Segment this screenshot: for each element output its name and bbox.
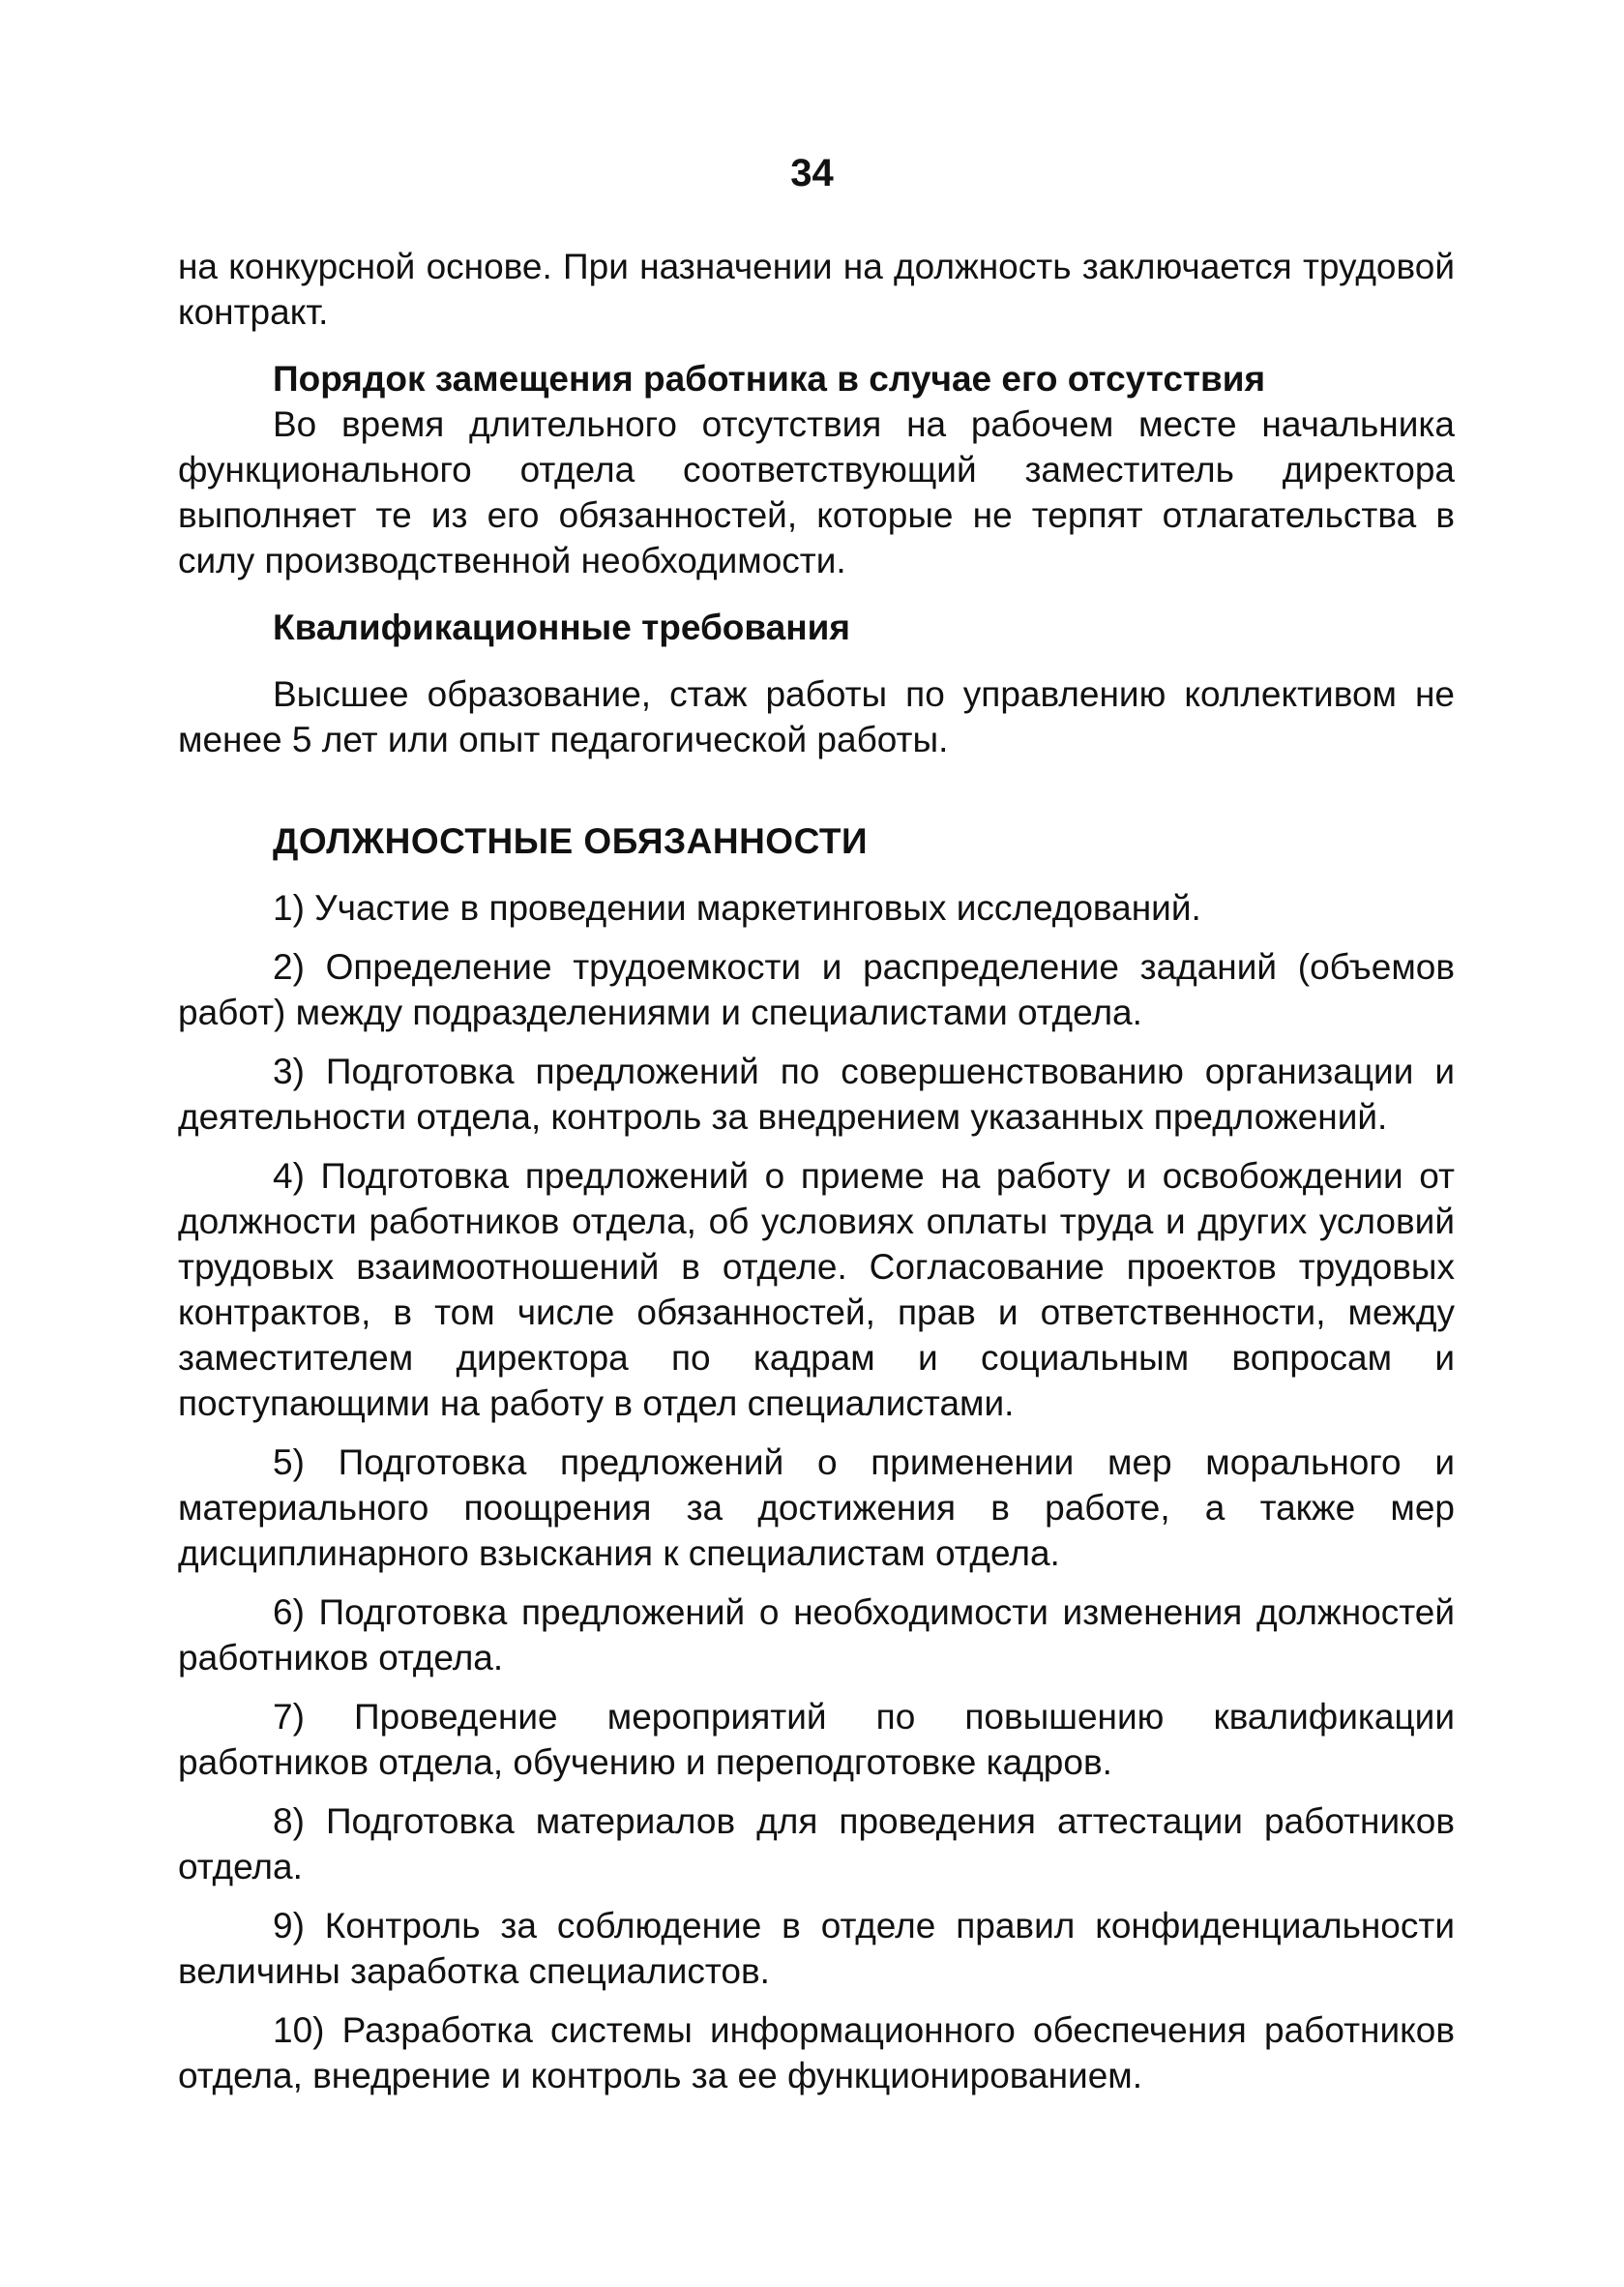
duty-item: 10) Разработка системы информационного обеспечения работников отдела, внедрение и контроль за ее функционированием.	[178, 2010, 1455, 2095]
intro-continuation: на конкурсной основе. При назначении на должность заключается трудовой контракт.	[178, 247, 1455, 332]
duty-item: 1) Участие в проведении маркетинговых исследований.	[273, 888, 1201, 928]
duties-heading: ДОЛЖНОСТНЫЕ ОБЯЗАННОСТИ	[273, 821, 869, 861]
duty-item: 5) Подготовка предложений о применении мер морального и материального поощрения за достижения в работе, а также мер дисциплинарного взыскания к специалистам отдела.	[178, 1442, 1455, 1573]
duty-item: 6) Подготовка предложений о необходимости изменения должностей работников отдела.	[178, 1592, 1455, 1678]
page-number: 34	[790, 152, 834, 194]
duty-item: 8) Подготовка материалов для проведения аттестации работников отдела.	[178, 1801, 1455, 1886]
duty-item: 3) Подготовка предложений по совершенствованию организации и деятельности отдела, контроль за внедрением указанных предложений.	[178, 1052, 1455, 1137]
substitution-heading: Порядок замещения работника в случае его отсутствия	[273, 359, 1266, 399]
qualification-text: Высшее образование, стаж работы по управлению коллективом не менее 5 лет или опыт педагогической работы.	[178, 674, 1455, 759]
duty-item: 7) Проведение мероприятий по повышению квалификации работников отдела, обучению и переподготовке кадров.	[178, 1697, 1455, 1782]
page-content	[178, 244, 1455, 2098]
duty-item: 4) Подготовка предложений о приеме на работу и освобождении от должности работников отдела, об условиях оплаты труда и других условий трудовых взаимоотношений в отделе. Согласование проектов трудовых контрактов, в том числе обязанностей, прав и ответственности, между заместителем директора по кадрам и социальным вопросам и поступающими на работу в отдел специалистами.	[178, 1156, 1455, 1423]
substitution-text: Во время длительного отсутствия на рабочем месте начальника функционального отдела соответствующий заместитель директора выполняет те из его обязанностей, которые не терпят отлагательства в силу производственной необходимости.	[178, 404, 1455, 580]
duty-item: 9) Контроль за соблюдение в отделе правил конфиденциальности величины заработка специалистов.	[178, 1906, 1455, 1991]
duty-item: 2) Определение трудоемкости и распределение заданий (объемов работ) между подразделениями и специалистами отдела.	[178, 947, 1455, 1032]
qualification-heading: Квалификационные требования	[273, 608, 850, 647]
